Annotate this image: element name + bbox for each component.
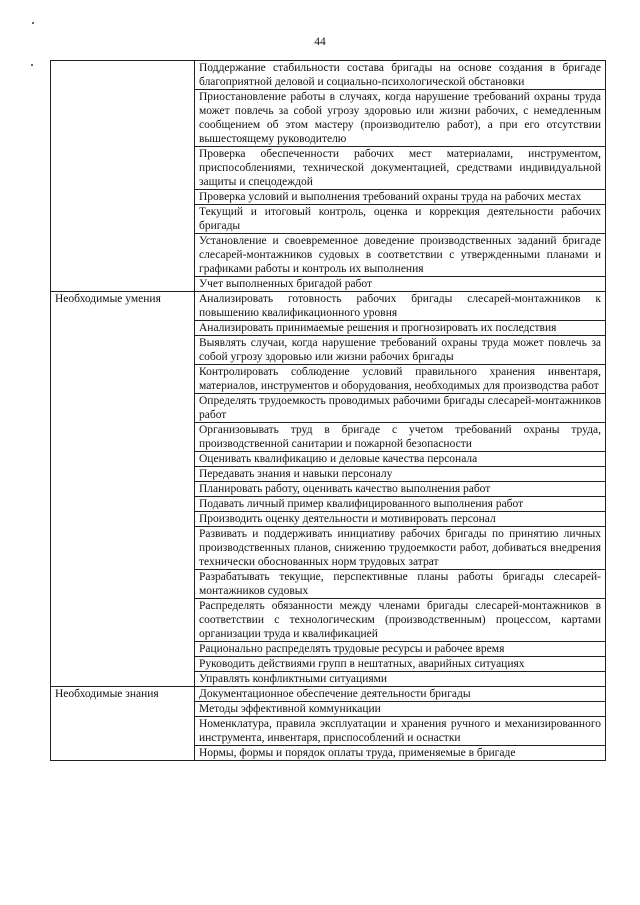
page-number: 44: [314, 36, 326, 48]
requirement-item: Проверка условий и выполнения требований охраны труда на рабочих местах: [195, 190, 606, 205]
requirement-item: Оценивать квалификацию и деловые качества персонала: [195, 452, 606, 467]
requirement-item: Распределять обязанности между членами бригады слесарей-монтажников в соответствии с технологическим (производственным) процессом, картами организации труда и квалификацией: [195, 599, 606, 642]
requirement-item: Текущий и итоговый контроль, оценка и коррекция деятельности рабочих бригады: [195, 205, 606, 234]
requirement-item: Рационально распределять трудовые ресурсы и рабочее время: [195, 642, 606, 657]
requirement-item: Производить оценку деятельности и мотивировать персонал: [195, 512, 606, 527]
requirement-item: Приостановление работы в случаях, когда нарушение требований охраны труда может повлечь за собой угрозу здоровью или жизни рабочих, с немедленным сообщением об этом мастеру (производителю работ), а при его отсутствии вышестоящему руководителю: [195, 90, 606, 147]
requirement-item: Установление и своевременное доведение производственных заданий бригаде слесарей-монтажников судовых в соответствии с утвержденными планами и графиками работы и контроль их выполнения: [195, 234, 606, 277]
requirement-item: Разрабатывать текущие, перспективные планы работы бригады слесарей-монтажников судовых: [195, 570, 606, 599]
requirement-item: Организовывать труд в бригаде с учетом требований охраны труда, производственной санитарии и пожарной безопасности: [195, 423, 606, 452]
table-row: [51, 61, 606, 90]
scan-speck: [31, 64, 33, 66]
requirement-item: Развивать и поддерживать инициативу рабочих бригады по принятию личных производственных планов, снижению трудоемкости работ, добиваться внедрения технически обоснованных норм трудовых затрат: [195, 527, 606, 570]
requirement-item: Руководить действиями групп в нештатных, аварийных ситуациях: [195, 657, 606, 672]
requirement-item: Поддержание стабильности состава бригады на основе создания в бригаде благоприятной деловой и социально-психологической обстановки: [195, 61, 606, 90]
requirement-item: Документационное обеспечение деятельности бригады: [195, 687, 606, 702]
requirement-item: Подавать личный пример квалифицированного выполнения работ: [195, 497, 606, 512]
requirement-item: Управлять конфликтными ситуациями: [195, 672, 606, 687]
section-label: Необходимые умения: [51, 292, 195, 687]
table-row: [51, 687, 606, 702]
requirement-item: Методы эффективной коммуникации: [195, 702, 606, 717]
section-label: Необходимые знания: [51, 687, 195, 761]
requirement-item: Номенклатура, правила эксплуатации и хранения ручного и механизированного инструмента, инвентаря, приспособлений и оснастки: [195, 717, 606, 746]
requirement-item: Учет выполненных бригадой работ: [195, 277, 606, 292]
requirement-item: Выявлять случаи, когда нарушение требований охраны труда может повлечь за собой угрозу здоровью или жизни рабочих бригады: [195, 336, 606, 365]
scan-speck: [32, 22, 34, 24]
requirement-item: Анализировать принимаемые решения и прогнозировать их последствия: [195, 321, 606, 336]
requirement-item: Планировать работу, оценивать качество выполнения работ: [195, 482, 606, 497]
requirement-item: Контролировать соблюдение условий правильного хранения инвентаря, материалов, инструментов и оборудования, необходимых для производства работ: [195, 365, 606, 394]
qualification-table: [50, 60, 606, 761]
table-row: [51, 292, 606, 321]
requirement-item: Анализировать готовность рабочих бригады слесарей-монтажников к повышению квалификационного уровня: [195, 292, 606, 321]
requirement-item: Проверка обеспеченности рабочих мест материалами, инструментом, приспособлениями, технической документацией, средствами индивидуальной защиты и спецодеждой: [195, 147, 606, 190]
requirement-item: Передавать знания и навыки персоналу: [195, 467, 606, 482]
requirement-item: Определять трудоемкость проводимых рабочими бригады слесарей-монтажников работ: [195, 394, 606, 423]
requirement-item: Нормы, формы и порядок оплаты труда, применяемые в бригаде: [195, 746, 606, 761]
section-label: [51, 61, 195, 292]
